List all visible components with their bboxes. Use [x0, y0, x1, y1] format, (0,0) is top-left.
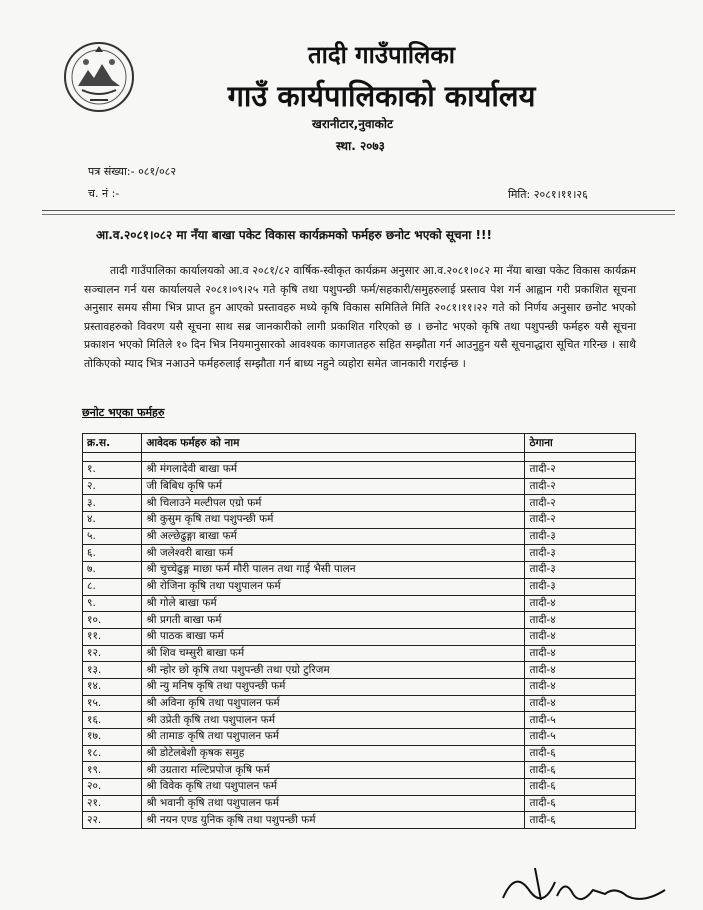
serial-number: २०. [83, 779, 142, 796]
table-row [83, 478, 636, 495]
farm-address: तादी-२ [525, 512, 636, 529]
table-row [83, 595, 636, 612]
farm-name: श्री भवानी कृषि तथा पशुपालन फर्म [142, 795, 525, 812]
column-header-name: आवेदक फर्महरु को नाम [142, 434, 525, 453]
table-row [83, 745, 636, 762]
farm-name: श्री शिव चम्सुरी बाखा फर्म [142, 645, 525, 662]
notice-title: आ.व.२०८१।०८२ मा नँया बाखा पकेट विकास कार्यक्रमको फर्महरु छनोट भएको सूचना !!! [96, 228, 492, 242]
farm-name: श्री उग्रतारा मल्टिप्रपोज कृषि फर्म [142, 762, 525, 779]
farm-address: तादी-३ [525, 528, 636, 545]
serial-number: १८. [83, 745, 142, 762]
farm-name: श्री नयन एण्ड युनिक कृषि तथा पशुपन्छी फर्म [142, 812, 525, 829]
serial-number: ७. [83, 562, 142, 579]
farm-name: जी बिबिध कृषि फर्म [142, 478, 525, 495]
table-row [83, 545, 636, 562]
table-row [83, 779, 636, 796]
farm-name: श्री तामाङ कृषि तथा पशुपालन फर्म [142, 729, 525, 746]
farm-name: श्री पाठक बाखा फर्म [142, 628, 525, 645]
table-row [83, 795, 636, 812]
farm-address: तादी-३ [525, 545, 636, 562]
farm-address: तादी-३ [525, 578, 636, 595]
farm-name: श्री चिलाउने मल्टीपल एग्रो फर्म [142, 495, 525, 512]
table-row [83, 662, 636, 679]
farm-name: श्री उप्रेती कृषि तथा पशुपालन फर्म [142, 712, 525, 729]
column-header-address: ठेगाना [525, 434, 636, 453]
farm-address: तादी-४ [525, 695, 636, 712]
table-row [83, 462, 636, 479]
serial-number: ४. [83, 512, 142, 529]
farm-name: श्री अविना कृषि तथा पशुपालन फर्म [142, 695, 525, 712]
serial-number: १. [83, 462, 142, 479]
serial-number: १५. [83, 695, 142, 712]
farm-name: श्री अल्छेढुङ्गा बाखा फर्म [142, 528, 525, 545]
farm-address: तादी-६ [525, 745, 636, 762]
farm-address: तादी-६ [525, 795, 636, 812]
table-row [83, 512, 636, 529]
notice-body: तादी गाउँपालिका कार्यालयको आ.व २०८१/८२ वार्षिक-स्वीकृत कार्यक्रम अनुसार आ.व.२०८१।०८२ मा नँया बाखा पकेट विकास कार्यक्रम सञ्चालन गर्न यस कार्यालयले २०८१।०९।२५ गते कृषि तथा पशुपन्छी फर्म/सहकारी/समुहरुलाई प्रस्ताव पेश गर्न आह्वान गरी प्रकाशित सूचना अनुसार समय सीमा भित्र प्राप्त हुन आएको प्रस्तावहरु मध्ये कृषि विकास समितिले मिति २०८१।११।२२ गते को निर्णय अनुसार छनोट भएको प्रस्तावहरुको विवरण यसै सूचना साथ सब्र जानकारीको लागी प्रकाशित गरिएको छ । छनोट भएको कृषि तथा पशुपन्छी फर्महरु यसै सूचना प्रकाशन भएको मितिले १० दिन भित्र नियमानुसारको आवश्यक कागजातहरु सहित सम्झौता गर्न आउनुहुन यसै सूचनाद्धारा सूचित गरिन्छ । साथै तोकिएको म्याद भित्र नआउने फर्महरुलाई सम्झौता गर्न बाध्य नहुने व्यहोरा समेत जानकारी गराईन्छ । [84, 264, 636, 370]
selected-farms-heading: छनोट भएका फर्महरु [82, 406, 165, 419]
farm-address: तादी-४ [525, 595, 636, 612]
serial-number: १२. [83, 645, 142, 662]
notice-date: मिति: २०८१।११।२६ [508, 188, 588, 201]
farm-name: श्री चुच्चेढुङ्ग माछा फर्म मौरी पालन तथा गाई भैसी पालन [142, 562, 525, 579]
table-row [83, 628, 636, 645]
office-address: खरानीटार,नुवाकोट [312, 117, 394, 131]
farm-name: श्री डोटेलबेशी कृषक समुह [142, 745, 525, 762]
farm-name: श्री विवेक कृषि तथा पशुपालन फर्म [142, 779, 525, 796]
farm-address: तादी-६ [525, 812, 636, 829]
table-spacer-row [83, 453, 636, 462]
serial-number: ५. [83, 528, 142, 545]
table-row [83, 528, 636, 545]
table-row [83, 695, 636, 712]
farm-address: तादी-४ [525, 628, 636, 645]
table-row [83, 578, 636, 595]
serial-number: २. [83, 478, 142, 495]
serial-number: ३. [83, 495, 142, 512]
handwritten-signature [495, 860, 675, 908]
farm-name: श्री न्यु मनिष कृषि तथा पशुपन्छी फर्म [142, 678, 525, 695]
table-row [83, 812, 636, 829]
farm-address: तादी-४ [525, 645, 636, 662]
selected-farms-table [82, 433, 636, 829]
letter-number: पत्र संख्या:- ०८१/०८२ [88, 165, 177, 178]
table-row [83, 645, 636, 662]
table-row [83, 495, 636, 512]
farm-address: तादी-४ [525, 662, 636, 679]
serial-number: १९. [83, 762, 142, 779]
serial-number: २१. [83, 795, 142, 812]
header-divider [42, 210, 675, 211]
farm-name: श्री जलेश्वरी बाखा फर्म [142, 545, 525, 562]
dispatch-number: च. नं :- [88, 187, 120, 200]
serial-number: ८. [83, 578, 142, 595]
serial-number: १३. [83, 662, 142, 679]
serial-number: १६. [83, 712, 142, 729]
table-row [83, 562, 636, 579]
table-row [83, 678, 636, 695]
farm-address: तादी-४ [525, 678, 636, 695]
serial-number: ६. [83, 545, 142, 562]
table-header-row [83, 434, 636, 453]
farm-name: श्री न्होर छो कृषि तथा पशुपन्छी तथा एग्रो टुरिजम [142, 662, 525, 679]
farm-address: तादी-६ [525, 779, 636, 796]
office-name: गाउँ कार्यपालिकाको कार्यालय [227, 79, 536, 113]
table-row [83, 729, 636, 746]
serial-number: २२. [83, 812, 142, 829]
farm-address: तादी-२ [525, 495, 636, 512]
farm-address: तादी-५ [525, 729, 636, 746]
serial-number: १७. [83, 729, 142, 746]
serial-number: ९. [83, 595, 142, 612]
serial-number: १०. [83, 612, 142, 629]
farm-address: तादी-४ [525, 612, 636, 629]
table-row [83, 712, 636, 729]
farm-address: तादी-५ [525, 712, 636, 729]
table-row [83, 762, 636, 779]
municipality-name: तादी गाउँपालिका [307, 41, 456, 69]
established-year: स्था. २०७३ [336, 139, 385, 153]
farm-address: तादी-२ [525, 478, 636, 495]
farm-address: तादी-३ [525, 562, 636, 579]
farm-name: श्री प्रगती बाखा फर्म [142, 612, 525, 629]
farm-name: श्री गोले बाखा फर्म [142, 595, 525, 612]
column-header-serial: क्र.स. [83, 434, 142, 453]
farm-address: तादी-२ [525, 462, 636, 479]
serial-number: १४. [83, 678, 142, 695]
farm-name: श्री कुसुम कृषि तथा पशुपन्छी फर्म [142, 512, 525, 529]
table-row [83, 612, 636, 629]
header-divider-secondary [42, 214, 675, 215]
farm-name: श्री रोजिना कृषि तथा पशुपालन फर्म [142, 578, 525, 595]
farm-name: श्री मंगलादेवी बाखा फर्म [142, 462, 525, 479]
serial-number: ११. [83, 628, 142, 645]
farm-address: तादी-६ [525, 762, 636, 779]
